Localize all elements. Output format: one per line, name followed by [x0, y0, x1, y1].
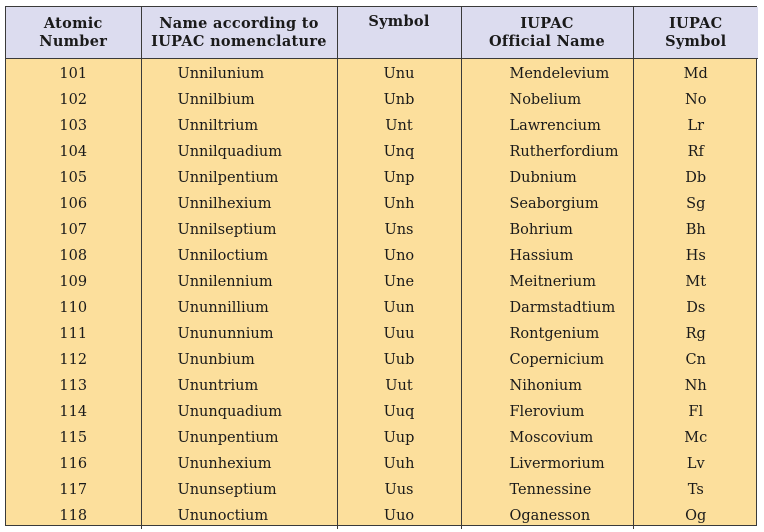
table-row	[6, 113, 758, 139]
systematic-symbol-cell: Uuh	[337, 451, 461, 477]
systematic-symbol-cell: Uus	[337, 477, 461, 503]
official-name-cell: Seaborgium	[461, 191, 633, 217]
official-symbol-cell: Lr	[633, 113, 758, 139]
atomic-number-cell: 118	[59, 508, 88, 524]
official-name-cell: Dubnium	[461, 165, 633, 191]
systematic-name-cell: Unniloctium	[141, 243, 337, 269]
table-row	[6, 243, 758, 269]
official-name-cell: Hassium	[461, 243, 633, 269]
systematic-symbol-cell: Unq	[337, 139, 461, 165]
header-atomic-number	[6, 7, 141, 59]
table-body	[6, 59, 758, 530]
official-symbol-cell: Hs	[633, 243, 758, 269]
official-name-cell: Rutherfordium	[461, 139, 633, 165]
table-row	[6, 477, 758, 503]
systematic-name-cell: Ununbium	[141, 347, 337, 373]
header-name	[141, 7, 337, 59]
official-symbol-cell: Db	[633, 165, 758, 191]
official-name-cell: Tennessine	[461, 477, 633, 503]
official-name-cell: Lawrencium	[461, 113, 633, 139]
header-official-symbol	[633, 7, 758, 59]
systematic-name-cell: Unniltrium	[141, 113, 337, 139]
systematic-name-cell: Ununpentium	[141, 425, 337, 451]
official-symbol-cell: Og	[633, 503, 758, 529]
atomic-number-cell: 104	[59, 144, 88, 160]
header-name-line2: IUPAC nomenclature	[151, 32, 327, 50]
systematic-symbol-cell: Uut	[337, 373, 461, 399]
systematic-symbol-cell: Uuq	[337, 399, 461, 425]
table-row	[6, 87, 758, 113]
table-row	[6, 347, 758, 373]
official-name-cell: Mendelevium	[461, 59, 633, 88]
element-names-table	[6, 7, 758, 529]
table-header	[6, 7, 758, 59]
table-row	[6, 191, 758, 217]
systematic-name-cell: Unnilunium	[141, 59, 337, 88]
official-symbol-cell: Mt	[633, 269, 758, 295]
systematic-symbol-cell: Uno	[337, 243, 461, 269]
atomic-number-cell: 108	[59, 248, 88, 264]
header-row	[6, 7, 758, 59]
systematic-name-cell: Unnilbium	[141, 87, 337, 113]
systematic-symbol-cell: Uuu	[337, 321, 461, 347]
table-row	[6, 321, 758, 347]
official-symbol-cell: Ts	[633, 477, 758, 503]
systematic-symbol-cell: Unt	[337, 113, 461, 139]
official-name-cell: Oganesson	[461, 503, 633, 529]
official-symbol-cell: Ds	[633, 295, 758, 321]
atomic-number-cell: 103	[59, 118, 88, 134]
systematic-symbol-cell: Unb	[337, 87, 461, 113]
systematic-name-cell: Ununtrium	[141, 373, 337, 399]
official-symbol-cell: Rf	[633, 139, 758, 165]
systematic-symbol-cell: Unh	[337, 191, 461, 217]
official-symbol-cell: Lv	[633, 451, 758, 477]
systematic-name-cell: Unnilhexium	[141, 191, 337, 217]
official-symbol-cell: No	[633, 87, 758, 113]
systematic-name-cell: Ununnillium	[141, 295, 337, 321]
systematic-name-cell: Ununseptium	[141, 477, 337, 503]
header-name-line1: Name according to	[159, 14, 319, 32]
systematic-name-cell: Unnilquadium	[141, 139, 337, 165]
header-official-name-line1: IUPAC	[520, 14, 574, 32]
official-symbol-cell: Md	[633, 59, 758, 88]
official-symbol-cell: Bh	[633, 217, 758, 243]
systematic-name-cell: Ununhexium	[141, 451, 337, 477]
atomic-number-cell: 111	[59, 326, 88, 342]
atomic-number-cell: 113	[59, 378, 88, 394]
atomic-number-cell: 114	[59, 404, 88, 420]
official-name-cell: Rontgenium	[461, 321, 633, 347]
official-name-cell: Moscovium	[461, 425, 633, 451]
systematic-symbol-cell: Uup	[337, 425, 461, 451]
systematic-symbol-cell: Uns	[337, 217, 461, 243]
header-atomic-number-line2: Number	[39, 32, 108, 50]
official-name-cell: Flerovium	[461, 399, 633, 425]
systematic-name-cell: Ununquadium	[141, 399, 337, 425]
table-row	[6, 139, 758, 165]
header-official-symbol-line1: IUPAC	[668, 14, 723, 32]
table-row	[6, 425, 758, 451]
official-symbol-cell: Nh	[633, 373, 758, 399]
table-row	[6, 165, 758, 191]
table-row	[6, 59, 758, 88]
official-name-cell: Livermorium	[461, 451, 633, 477]
table-row	[6, 295, 758, 321]
systematic-name-cell: Unununnium	[141, 321, 337, 347]
systematic-name-cell: Unnilpentium	[141, 165, 337, 191]
table-row	[6, 217, 758, 243]
header-official-name	[461, 7, 633, 59]
atomic-number-cell: 110	[59, 300, 88, 316]
table-row	[6, 373, 758, 399]
official-symbol-cell: Fl	[633, 399, 758, 425]
atomic-number-cell: 106	[59, 196, 88, 212]
official-symbol-cell: Rg	[633, 321, 758, 347]
table-row	[6, 503, 758, 529]
official-name-cell: Bohrium	[461, 217, 633, 243]
header-atomic-number-line1: Atomic	[43, 14, 103, 32]
systematic-symbol-cell: Uun	[337, 295, 461, 321]
systematic-symbol-cell: Uub	[337, 347, 461, 373]
systematic-symbol-cell: Unu	[337, 59, 461, 88]
official-name-cell: Copernicium	[461, 347, 633, 373]
atomic-number-cell: 117	[59, 482, 88, 498]
official-symbol-cell: Cn	[633, 347, 758, 373]
systematic-symbol-cell: Unp	[337, 165, 461, 191]
header-official-name-line2: Official Name	[488, 32, 606, 50]
atomic-number-cell: 102	[59, 92, 88, 108]
systematic-name-cell: Unnilseptium	[141, 217, 337, 243]
header-official-symbol-line2: Symbol	[665, 32, 727, 50]
table-row	[6, 399, 758, 425]
element-names-table-container	[5, 6, 757, 526]
table-row	[6, 451, 758, 477]
atomic-number-cell: 112	[59, 352, 88, 368]
official-name-cell: Nobelium	[461, 87, 633, 113]
official-symbol-cell: Sg	[633, 191, 758, 217]
atomic-number-cell: 116	[59, 456, 88, 472]
official-symbol-cell: Mc	[633, 425, 758, 451]
systematic-name-cell: Ununoctium	[141, 503, 337, 529]
official-name-cell: Darmstadtium	[461, 295, 633, 321]
official-name-cell: Meitnerium	[461, 269, 633, 295]
systematic-symbol-cell: Uuo	[337, 503, 461, 529]
official-name-cell: Nihonium	[461, 373, 633, 399]
header-symbol: Symbol	[337, 7, 461, 59]
systematic-symbol-cell: Une	[337, 269, 461, 295]
atomic-number-cell: 115	[59, 430, 88, 446]
atomic-number-cell: 105	[59, 170, 88, 186]
atomic-number-cell: 107	[59, 222, 88, 238]
table-row	[6, 269, 758, 295]
atomic-number-cell: 109	[59, 274, 88, 290]
systematic-name-cell: Unnilennium	[141, 269, 337, 295]
atomic-number-cell: 101	[59, 66, 88, 82]
